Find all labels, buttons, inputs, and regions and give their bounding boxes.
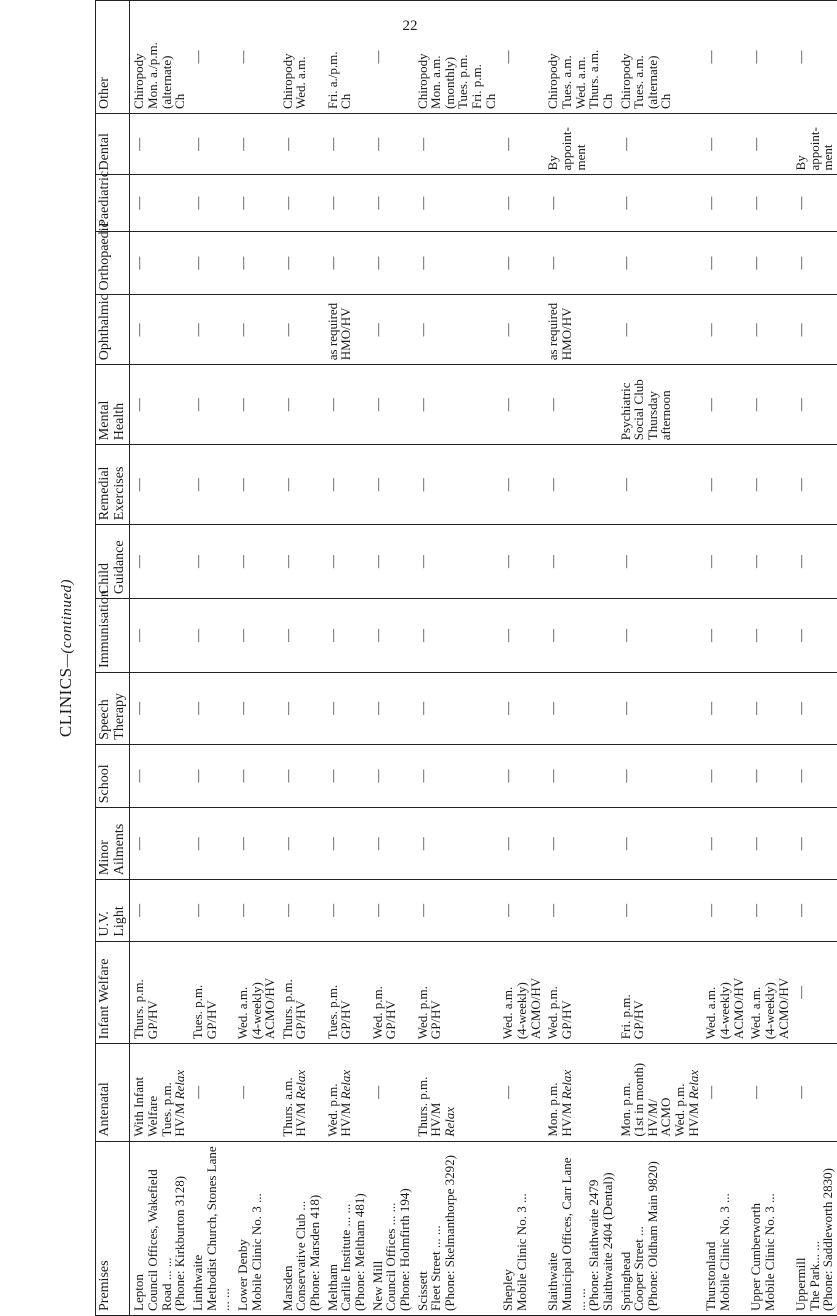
table-cell-remedial: — xyxy=(324,445,369,525)
table-cell-speech: — xyxy=(279,672,324,744)
table-cell-dental: — xyxy=(414,113,500,175)
table-cell-ophthalmic: — xyxy=(234,295,279,365)
table-cell-ophthalmic: — xyxy=(792,295,837,365)
table-cell-mental: — xyxy=(702,365,747,445)
table-cell-child: — xyxy=(617,525,703,599)
table-cell-ophthalmic: — xyxy=(414,295,500,365)
table-cell-school: — xyxy=(189,744,234,808)
table-cell-dental: — xyxy=(130,113,189,175)
table-cell-immun: — xyxy=(324,599,369,673)
table-cell-immun: — xyxy=(499,599,544,673)
table-cell-child: — xyxy=(130,525,189,599)
table-cell-uv: — xyxy=(189,880,234,942)
column-header: Paediatric xyxy=(96,175,130,231)
table-cell-ortho: — xyxy=(702,231,747,295)
column-header: Dental xyxy=(96,113,130,175)
table-cell-uv: — xyxy=(499,880,544,942)
table-cell-minor: — xyxy=(130,808,189,880)
table-cell-uv: — xyxy=(617,880,703,942)
table-cell-minor: — xyxy=(702,808,747,880)
table-cell-other: — xyxy=(747,1,792,114)
table-cell-ophthalmic: — xyxy=(617,295,703,365)
table-cell-paed: — xyxy=(702,175,747,231)
table-cell-antenatal: Mon. p.m. HV/M Relax xyxy=(544,1044,616,1141)
table-cell-dental: By appoint- ment xyxy=(544,113,616,175)
table-cell-uv: — xyxy=(414,880,500,942)
table-cell-antenatal: — xyxy=(189,1044,234,1141)
table-cell-immun: — xyxy=(189,599,234,673)
column-header: School xyxy=(96,744,130,808)
column-header: Immunisation xyxy=(96,599,130,673)
table-cell-antenatal: — xyxy=(499,1044,544,1141)
table-cell-ophthalmic: — xyxy=(747,295,792,365)
table-cell-uv: — xyxy=(792,880,837,942)
table-cell-school: — xyxy=(792,744,837,808)
table-cell-dental: — xyxy=(324,113,369,175)
column-header: Other xyxy=(96,1,130,114)
table-row xyxy=(544,1,616,1316)
table-cell-speech: — xyxy=(130,672,189,744)
table-cell-infant: Wed. p.m. GP/HV xyxy=(369,941,414,1044)
table-cell-remedial: — xyxy=(130,445,189,525)
table-cell-paed: — xyxy=(369,175,414,231)
table-cell-infant: Wed. a.m. (4-weekly) ACMO/HV xyxy=(499,941,544,1044)
table-cell-mental: — xyxy=(279,365,324,445)
table-row xyxy=(279,1,324,1316)
table-cell-ortho: — xyxy=(747,231,792,295)
table-cell-other: — xyxy=(792,1,837,114)
table-cell-ortho: — xyxy=(792,231,837,295)
table-cell-school: — xyxy=(747,744,792,808)
table-cell-minor: — xyxy=(747,808,792,880)
table-cell-dental: By appoint- ment xyxy=(792,113,837,175)
table-cell-minor: — xyxy=(369,808,414,880)
table-cell-other: — xyxy=(702,1,747,114)
table-cell-remedial: — xyxy=(544,445,616,525)
table-cell-infant: — xyxy=(792,941,837,1044)
table-cell-ortho: — xyxy=(544,231,616,295)
table-row xyxy=(747,1,792,1316)
table-cell-paed: — xyxy=(279,175,324,231)
table-cell-minor: — xyxy=(544,808,616,880)
table-cell-remedial: — xyxy=(234,445,279,525)
table-cell-mental: — xyxy=(369,365,414,445)
table-cell-immun: — xyxy=(702,599,747,673)
table-cell-ortho: — xyxy=(234,231,279,295)
table-cell-minor: — xyxy=(499,808,544,880)
table-cell-child: — xyxy=(702,525,747,599)
running-head-title: CLINICS xyxy=(56,667,75,738)
table-cell-premises: Linthwaite Methodist Church, Stones Lane ... ... xyxy=(189,1141,234,1315)
table-row xyxy=(234,1,279,1316)
table-cell-ortho: — xyxy=(499,231,544,295)
table-cell-immun: — xyxy=(414,599,500,673)
table-cell-remedial: — xyxy=(747,445,792,525)
table-cell-infant: Tues. p.m. GP/HV xyxy=(324,941,369,1044)
table-row xyxy=(414,1,500,1316)
table-cell-infant: Fri. p.m. GP/HV xyxy=(617,941,703,1044)
table-cell-antenatal: — xyxy=(747,1044,792,1141)
table-cell-speech: — xyxy=(369,672,414,744)
table-cell-child: — xyxy=(279,525,324,599)
table-cell-mental: — xyxy=(189,365,234,445)
table-cell-ophthalmic: — xyxy=(702,295,747,365)
table-cell-school: — xyxy=(234,744,279,808)
table-cell-other: — xyxy=(369,1,414,114)
table-cell-paed: — xyxy=(544,175,616,231)
running-head xyxy=(56,0,76,1316)
table-cell-uv: — xyxy=(234,880,279,942)
table-cell-school: — xyxy=(324,744,369,808)
table-cell-school: — xyxy=(617,744,703,808)
column-header: Speech Therapy xyxy=(96,672,130,744)
table-cell-immun: — xyxy=(369,599,414,673)
table-cell-child: — xyxy=(234,525,279,599)
table-cell-mental: — xyxy=(234,365,279,445)
table-cell-remedial: — xyxy=(792,445,837,525)
table-cell-premises: Springhead Cooper Street ... (Phone: Oldham Main 9820) xyxy=(617,1141,703,1315)
table-cell-other: Chiropody Mon. a./p.m. (alternate) Ch xyxy=(130,1,189,114)
table-cell-antenatal: With Infant Welfare Tues. p.m. HV/M Relax xyxy=(130,1044,189,1141)
table-row xyxy=(499,1,544,1316)
table-cell-ortho: — xyxy=(617,231,703,295)
table-cell-ophthalmic: — xyxy=(499,295,544,365)
table-cell-remedial: — xyxy=(617,445,703,525)
table-cell-remedial: — xyxy=(369,445,414,525)
page-number: 22 xyxy=(402,18,418,34)
table-cell-paed: — xyxy=(189,175,234,231)
table-cell-remedial: — xyxy=(414,445,500,525)
table-row xyxy=(369,1,414,1316)
column-header: Orthopaedic xyxy=(96,231,130,295)
table-cell-mental: — xyxy=(792,365,837,445)
table-row xyxy=(702,1,747,1316)
table-cell-paed: — xyxy=(792,175,837,231)
table-cell-dental: — xyxy=(189,113,234,175)
table-cell-paed: — xyxy=(324,175,369,231)
table-cell-ophthalmic: — xyxy=(130,295,189,365)
table-row xyxy=(189,1,234,1316)
table-cell-infant: Wed. p.m. GP/HV xyxy=(414,941,500,1044)
table-cell-speech: — xyxy=(234,672,279,744)
table-cell-remedial: — xyxy=(499,445,544,525)
table-cell-dental: — xyxy=(234,113,279,175)
table-cell-antenatal: — xyxy=(234,1044,279,1141)
table-cell-remedial: — xyxy=(189,445,234,525)
table-cell-other: Chiropody Tues. a.m. Wed. a.m. Thurs. a.m. Ch xyxy=(544,1,616,114)
table-cell-remedial: — xyxy=(279,445,324,525)
table-cell-immun: — xyxy=(747,599,792,673)
column-header: Ophthalmic xyxy=(96,295,130,365)
running-head-continued: —(continued) xyxy=(59,578,75,668)
table-cell-paed: — xyxy=(617,175,703,231)
table-cell-uv: — xyxy=(324,880,369,942)
table-cell-minor: — xyxy=(324,808,369,880)
table-cell-antenatal: Wed. p.m. HV/M Relax xyxy=(324,1044,369,1141)
table-cell-remedial: — xyxy=(702,445,747,525)
table-cell-mental: — xyxy=(544,365,616,445)
table-cell-minor: — xyxy=(279,808,324,880)
table-cell-minor: — xyxy=(414,808,500,880)
table-cell-infant: Thurs. p.m. GP/HV xyxy=(279,941,324,1044)
table-cell-mental: — xyxy=(414,365,500,445)
table-cell-infant: Thurs. p.m. GP/HV xyxy=(130,941,189,1044)
clinics-table-wrapper xyxy=(95,0,836,1316)
table-cell-ophthalmic: — xyxy=(279,295,324,365)
table-cell-school: — xyxy=(130,744,189,808)
table-cell-ortho: — xyxy=(324,231,369,295)
table-cell-premises: Lepton Council Offices, Wakefield Road ... ... (Phone: Kirkburton 3128) xyxy=(130,1141,189,1315)
table-cell-other: — xyxy=(189,1,234,114)
table-cell-ophthalmic: — xyxy=(189,295,234,365)
table-cell-premises: Thurstonland Mobile Clinic No. 3 ... xyxy=(702,1141,747,1315)
table-cell-speech: — xyxy=(702,672,747,744)
table-cell-ortho: — xyxy=(189,231,234,295)
table-cell-child: — xyxy=(324,525,369,599)
table-cell-child: — xyxy=(369,525,414,599)
table-cell-other: — xyxy=(234,1,279,114)
table-cell-uv: — xyxy=(747,880,792,942)
table-cell-other: Chiropody Mon. a.m. (monthly) Tues. p.m. Fri. p.m. Ch xyxy=(414,1,500,114)
table-row xyxy=(617,1,703,1316)
table-cell-mental: Psychiatric Social Club Thursday afternoon xyxy=(617,365,703,445)
table-cell-paed: — xyxy=(499,175,544,231)
table-cell-ortho: — xyxy=(279,231,324,295)
table-cell-school: — xyxy=(544,744,616,808)
table-cell-infant: Tues. p.m. GP/HV xyxy=(189,941,234,1044)
table-cell-immun: — xyxy=(544,599,616,673)
table-cell-antenatal: Mon. p.m. (1st in month) HV/M/ ACMO Wed. p.m. HV/M Relax xyxy=(617,1044,703,1141)
table-cell-antenatal: — xyxy=(792,1044,837,1141)
column-header: Remedial Exercises xyxy=(96,445,130,525)
column-header: Mental Health xyxy=(96,365,130,445)
table-row xyxy=(130,1,189,1316)
table-cell-ophthalmic: as required HMO/HV xyxy=(544,295,616,365)
table-cell-paed: — xyxy=(747,175,792,231)
table-cell-child: — xyxy=(189,525,234,599)
table-body xyxy=(130,1,837,1316)
table-cell-immun: — xyxy=(234,599,279,673)
table-cell-mental: — xyxy=(747,365,792,445)
table-cell-paed: — xyxy=(414,175,500,231)
table-cell-premises: Shepley Mobile Clinic No. 3 ... xyxy=(499,1141,544,1315)
table-cell-speech: — xyxy=(792,672,837,744)
table-row xyxy=(792,1,837,1316)
table-cell-premises: Slaithwaite Municipal Offices, Carr Lane ... ... (Phone: Slaithwaite 2479 Slaithwaite 2404 (Dental)) xyxy=(544,1141,616,1315)
table-cell-dental: — xyxy=(369,113,414,175)
table-cell-uv: — xyxy=(544,880,616,942)
table-cell-mental: — xyxy=(324,365,369,445)
table-cell-immun: — xyxy=(617,599,703,673)
table-cell-school: — xyxy=(414,744,500,808)
table-cell-premises: Scissett Fleet Street ... ... (Phone: Skelmanthorpe 3292) xyxy=(414,1141,500,1315)
column-header: Antenatal xyxy=(96,1044,130,1141)
table-cell-dental: — xyxy=(702,113,747,175)
table-cell-school: — xyxy=(702,744,747,808)
column-header: Child Guidance xyxy=(96,525,130,599)
table-cell-premises: Lower Denby Mobile Clinic No. 3 ... xyxy=(234,1141,279,1315)
table-cell-other: — xyxy=(499,1,544,114)
table-cell-uv: — xyxy=(369,880,414,942)
table-cell-other: Chiropody Wed. a.m. xyxy=(279,1,324,114)
table-cell-premises: Meltham Carlile Institute ... ... (Phone: Meltham 481) xyxy=(324,1141,369,1315)
table-cell-uv: — xyxy=(702,880,747,942)
table-cell-infant: Wed. a.m. (4-weekly) ACMO/HV xyxy=(747,941,792,1044)
table-cell-minor: — xyxy=(234,808,279,880)
table-cell-speech: — xyxy=(324,672,369,744)
table-cell-premises: New Mill Council Offices ... ... (Phone: Holmfirth 194) xyxy=(369,1141,414,1315)
table-cell-school: — xyxy=(499,744,544,808)
table-cell-speech: — xyxy=(544,672,616,744)
table-cell-child: — xyxy=(747,525,792,599)
table-cell-mental: — xyxy=(130,365,189,445)
table-cell-ortho: — xyxy=(130,231,189,295)
table-cell-premises: Uppermill The Park... ... (Phone: Saddleworth 2830) xyxy=(792,1141,837,1315)
table-cell-uv: — xyxy=(130,880,189,942)
table-cell-speech: — xyxy=(414,672,500,744)
table-cell-other: Fri. a./p.m. Ch xyxy=(324,1,369,114)
table-cell-paed: — xyxy=(130,175,189,231)
table-cell-speech: — xyxy=(189,672,234,744)
table-cell-ortho: — xyxy=(369,231,414,295)
table-cell-minor: — xyxy=(792,808,837,880)
table-cell-immun: — xyxy=(279,599,324,673)
table-cell-dental: — xyxy=(747,113,792,175)
column-header: Minor Ailments xyxy=(96,808,130,880)
table-row xyxy=(324,1,369,1316)
table-cell-speech: — xyxy=(747,672,792,744)
table-cell-premises: Marsden Conservative Club ... (Phone: Marsden 418) xyxy=(279,1141,324,1315)
table-cell-child: — xyxy=(792,525,837,599)
table-cell-speech: — xyxy=(617,672,703,744)
table-cell-infant: Wed. a.m. (4-weekly) ACMO/HV xyxy=(702,941,747,1044)
column-header: U.V. Light xyxy=(96,880,130,942)
table-cell-infant: Wed. p.m. GP/HV xyxy=(544,941,616,1044)
column-header: Infant Welfare xyxy=(96,941,130,1044)
table-cell-dental: — xyxy=(279,113,324,175)
table-cell-speech: — xyxy=(499,672,544,744)
table-cell-dental: — xyxy=(499,113,544,175)
table-cell-antenatal: Thurs. p.m. HV/M Relax xyxy=(414,1044,500,1141)
table-cell-immun: — xyxy=(792,599,837,673)
table-cell-antenatal: — xyxy=(369,1044,414,1141)
table-cell-minor: — xyxy=(617,808,703,880)
column-header: Premises xyxy=(96,1141,130,1315)
table-cell-premises: Upper Cumberworth Mobile Clinic No. 3 ... xyxy=(747,1141,792,1315)
table-cell-mental: — xyxy=(499,365,544,445)
table-cell-antenatal: — xyxy=(702,1044,747,1141)
clinics-table xyxy=(95,0,837,1316)
table-cell-uv: — xyxy=(279,880,324,942)
table-header-row xyxy=(96,1,130,1316)
table-cell-ophthalmic: as required HMO/HV xyxy=(324,295,369,365)
table-cell-school: — xyxy=(369,744,414,808)
table-cell-child: — xyxy=(499,525,544,599)
table-cell-antenatal: Thurs. a.m. HV/M Relax xyxy=(279,1044,324,1141)
table-cell-ortho: — xyxy=(414,231,500,295)
table-cell-child: — xyxy=(544,525,616,599)
table-cell-infant: Wed. a.m. (4-weekly) ACMO/HV xyxy=(234,941,279,1044)
table-cell-minor: — xyxy=(189,808,234,880)
table-cell-dental: — xyxy=(617,113,703,175)
table-cell-other: Chiropody Tues. a.m. (alternate) Ch xyxy=(617,1,703,114)
table-cell-ophthalmic: — xyxy=(369,295,414,365)
table-cell-school: — xyxy=(279,744,324,808)
table-cell-child: — xyxy=(414,525,500,599)
table-cell-paed: — xyxy=(234,175,279,231)
table-cell-immun: — xyxy=(130,599,189,673)
